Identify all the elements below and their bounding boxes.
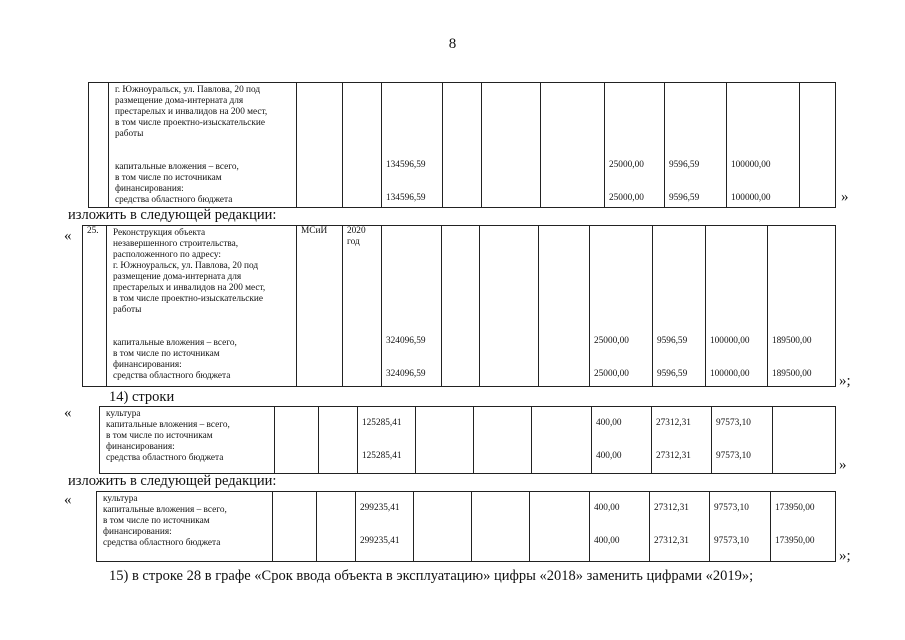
table-row: [97, 492, 836, 562]
intro-text: изложить в следующей редакции:: [68, 207, 277, 223]
object-description: Реконструкция объекта незавершенного строительства, расположенного по адресу: г. Южноуральск, ул. Павлова, 20 под размещение дома-интерната для престарелых и инвалидов на 200 мест, в том числе проектно-изыскательские работы капитальные вложения – всего, в том числе по источникам финансирования: средства областного бюджета: [107, 226, 297, 387]
closing-quote: »: [841, 189, 849, 205]
table-old-row-25: [88, 82, 836, 208]
value-col-2: 27312,31 27312,31: [650, 492, 710, 562]
total-values: 324096,59 324096,59: [382, 226, 442, 387]
item-15-text: 15) в строке 28 в графе «Срок ввода объекта в эксплуатацию» цифры «2018» заменить цифрами «2019»;: [109, 568, 754, 584]
value-col-4: 173950,00 173950,00: [771, 492, 836, 562]
value-col-1: 25000,00 25000,00: [590, 226, 653, 387]
total-values: 125285,41 125285,41: [358, 407, 416, 474]
value-col-2: 9596,59 9596,59: [665, 83, 727, 208]
year: 2020 год: [343, 226, 382, 387]
closing-quote: »: [839, 457, 847, 473]
value-col-3: 97573,10 97573,10: [710, 492, 771, 562]
row-number: 25.: [83, 226, 107, 387]
value-col-2: 27312,31 27312,31: [652, 407, 712, 474]
table-new-row-25: [82, 225, 836, 387]
table-new-culture: [96, 491, 836, 562]
closing-quote: »;: [839, 548, 851, 564]
item-14-text: 14) строки: [109, 389, 175, 405]
intro-text: изложить в следующей редакции:: [68, 473, 277, 489]
table-row: [100, 407, 836, 474]
object-description: г. Южноуральск, ул. Павлова, 20 под размещение дома-интерната для престарелых и инвалидов на 200 мест, в том числе проектно-изыскательские работы капитальные вложения – всего, в том числе по источникам финансирования: средства областного бюджета: [109, 83, 297, 208]
opening-quote: «: [64, 405, 72, 421]
value-col-3: 97573,10 97573,10: [712, 407, 773, 474]
organization: МСиИ: [297, 226, 343, 387]
value-col-1: 400,00 400,00: [592, 407, 652, 474]
table-old-culture: [99, 406, 836, 474]
opening-quote: «: [64, 228, 72, 244]
value-col-3: 100000,00 100000,00: [706, 226, 768, 387]
page-number: 8: [448, 36, 457, 52]
total-values: 134596,59 134596,59: [382, 83, 443, 208]
value-col-2: 9596,59 9596,59: [653, 226, 706, 387]
table-row: [89, 83, 836, 208]
value-col-1: 400,00 400,00: [590, 492, 650, 562]
value-col-1: 25000,00 25000,00: [605, 83, 665, 208]
opening-quote: «: [64, 492, 72, 508]
table-row: [83, 226, 836, 387]
total-values: 299235,41 299235,41: [356, 492, 414, 562]
value-col-4: 189500,00 189500,00: [768, 226, 836, 387]
closing-quote: »;: [839, 373, 851, 389]
culture-description: культура капитальные вложения – всего, в том числе по источникам финансирования: средства областного бюджета: [97, 492, 273, 562]
culture-description: культура капитальные вложения – всего, в том числе по источникам финансирования: средства областного бюджета: [100, 407, 275, 474]
value-col-3: 100000,00 100000,00: [727, 83, 800, 208]
